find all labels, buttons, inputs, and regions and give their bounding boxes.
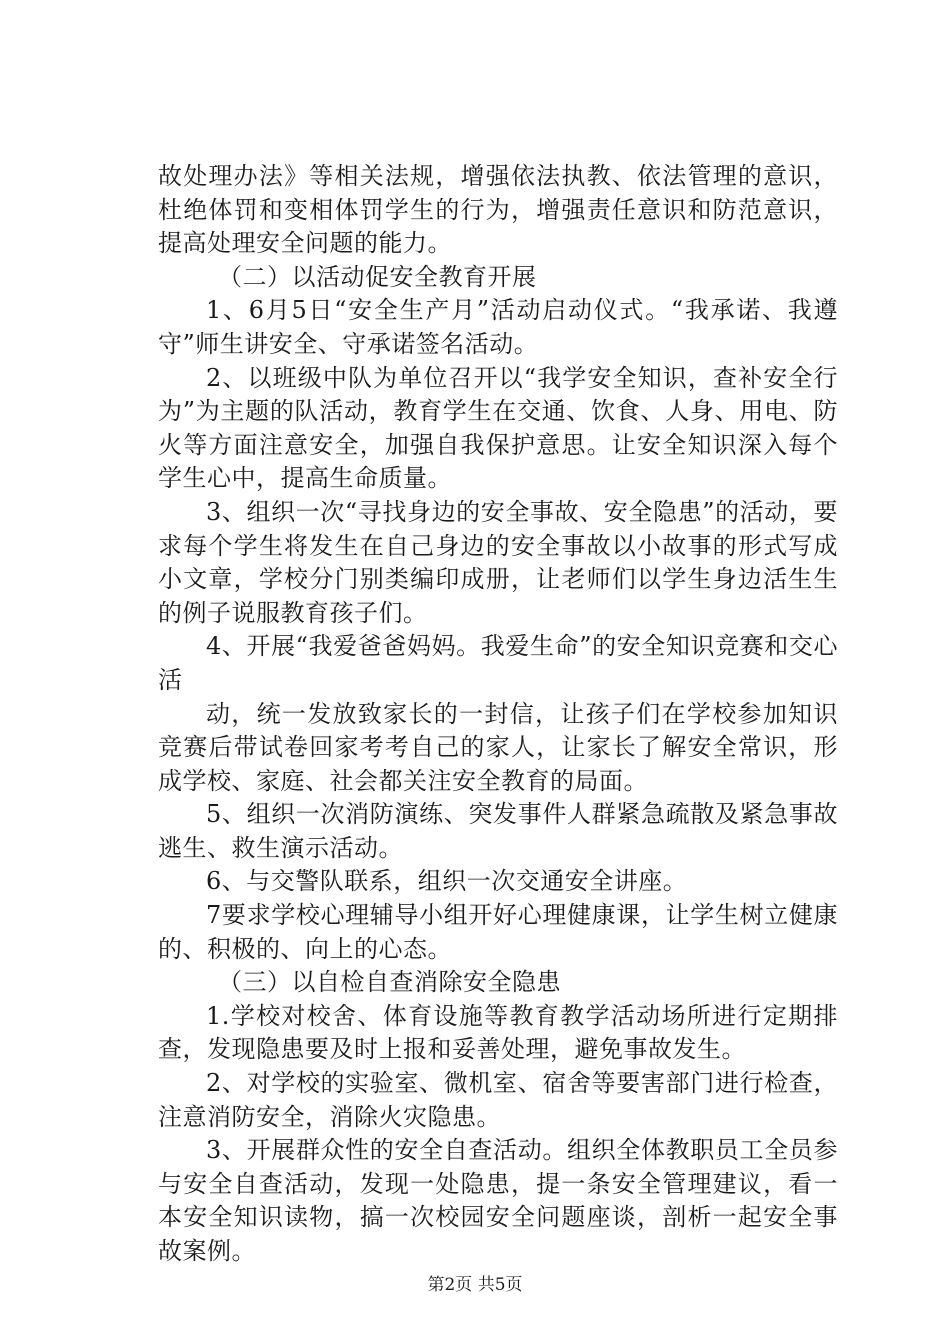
page-footer xyxy=(0,1270,950,1295)
paragraph-item-7: 7要求学校心理辅导小组开好心理健康课，让学生树立健康的、积极的、向上的心态。 xyxy=(158,901,838,963)
paragraph-item-5: 5、组织一次消防演练、突发事件人群紧急疏散及紧急事故逃生、救生演示活动。 xyxy=(158,800,838,862)
section-heading-2: （二）以活动促安全教育开展 xyxy=(218,262,537,291)
section-heading-3: （三）以自检自查消除安全隐患 xyxy=(218,968,561,997)
paragraph-item-1: 1、6月5日“安全生产月”活动启动仪式。“我承诺、我遵守”师生讲安全、守承诺签名活动。 xyxy=(158,296,838,358)
paragraph-item-2: 2、以班级中队为单位召开以“我学安全知识，查补安全行为”为主题的队活动，教育学生在交通、饮食、人身、用电、防火等方面注意安全，加强自我保护意思。让安全知识深入每个学生心中，提高生命质量。 xyxy=(158,363,838,493)
paragraph-item-6: 6、与交警队联系，组织一次交通安全讲座。 xyxy=(206,867,688,896)
paragraph-check-1: 1.学校对校舍、体育设施等教育教学活动场所进行定期排查，发现隐患要及时上报和妥善处理，避免事故发生。 xyxy=(158,1001,838,1064)
paragraph-continuation: 故处理办法》等相关法规，增强依法执教、依法管理的意识，杜绝体罚和变相体罚学生的行为，增强责任意识和防范意识，提高处理安全问题的能力。 xyxy=(158,162,838,258)
paragraph-item-4: 4、开展“我爱爸爸妈妈。我爱生命”的安全知识竞赛和交心活 xyxy=(158,632,838,694)
document-body xyxy=(158,160,838,1269)
paragraph-check-2: 2、对学校的实验室、微机室、宿舍等要害部门进行检查，注意消防安全，消除火灾隐患。 xyxy=(158,1069,838,1131)
paragraph-check-3: 3、开展群众性的安全自查活动。组织全体教职员工全员参与安全自查活动，发现一处隐患，提一条安全管理建议，看一本安全知识读物，搞一次校园安全问题座谈，剖析一起安全事故案例。 xyxy=(158,1136,838,1265)
page-number-label: 第2页 共5页 xyxy=(427,1275,523,1295)
paragraph-item-3: 3、组织一次“寻找身边的安全事故、安全隐患”的活动，要求每个学生将发生在自己身边的安全事故以小故事的形式写成小文章，学校分门别类编印成册，让老师们以学生身边活生生的例子说服教育孩子们。 xyxy=(158,497,838,627)
paragraph-item-4-cont: 动，统一发放致家长的一封信，让孩子们在学校参加知识竞赛后带试卷回家考考自己的家人，让家长了解安全常识，形成学校、家庭、社会都关注安全教育的局面。 xyxy=(158,699,838,795)
